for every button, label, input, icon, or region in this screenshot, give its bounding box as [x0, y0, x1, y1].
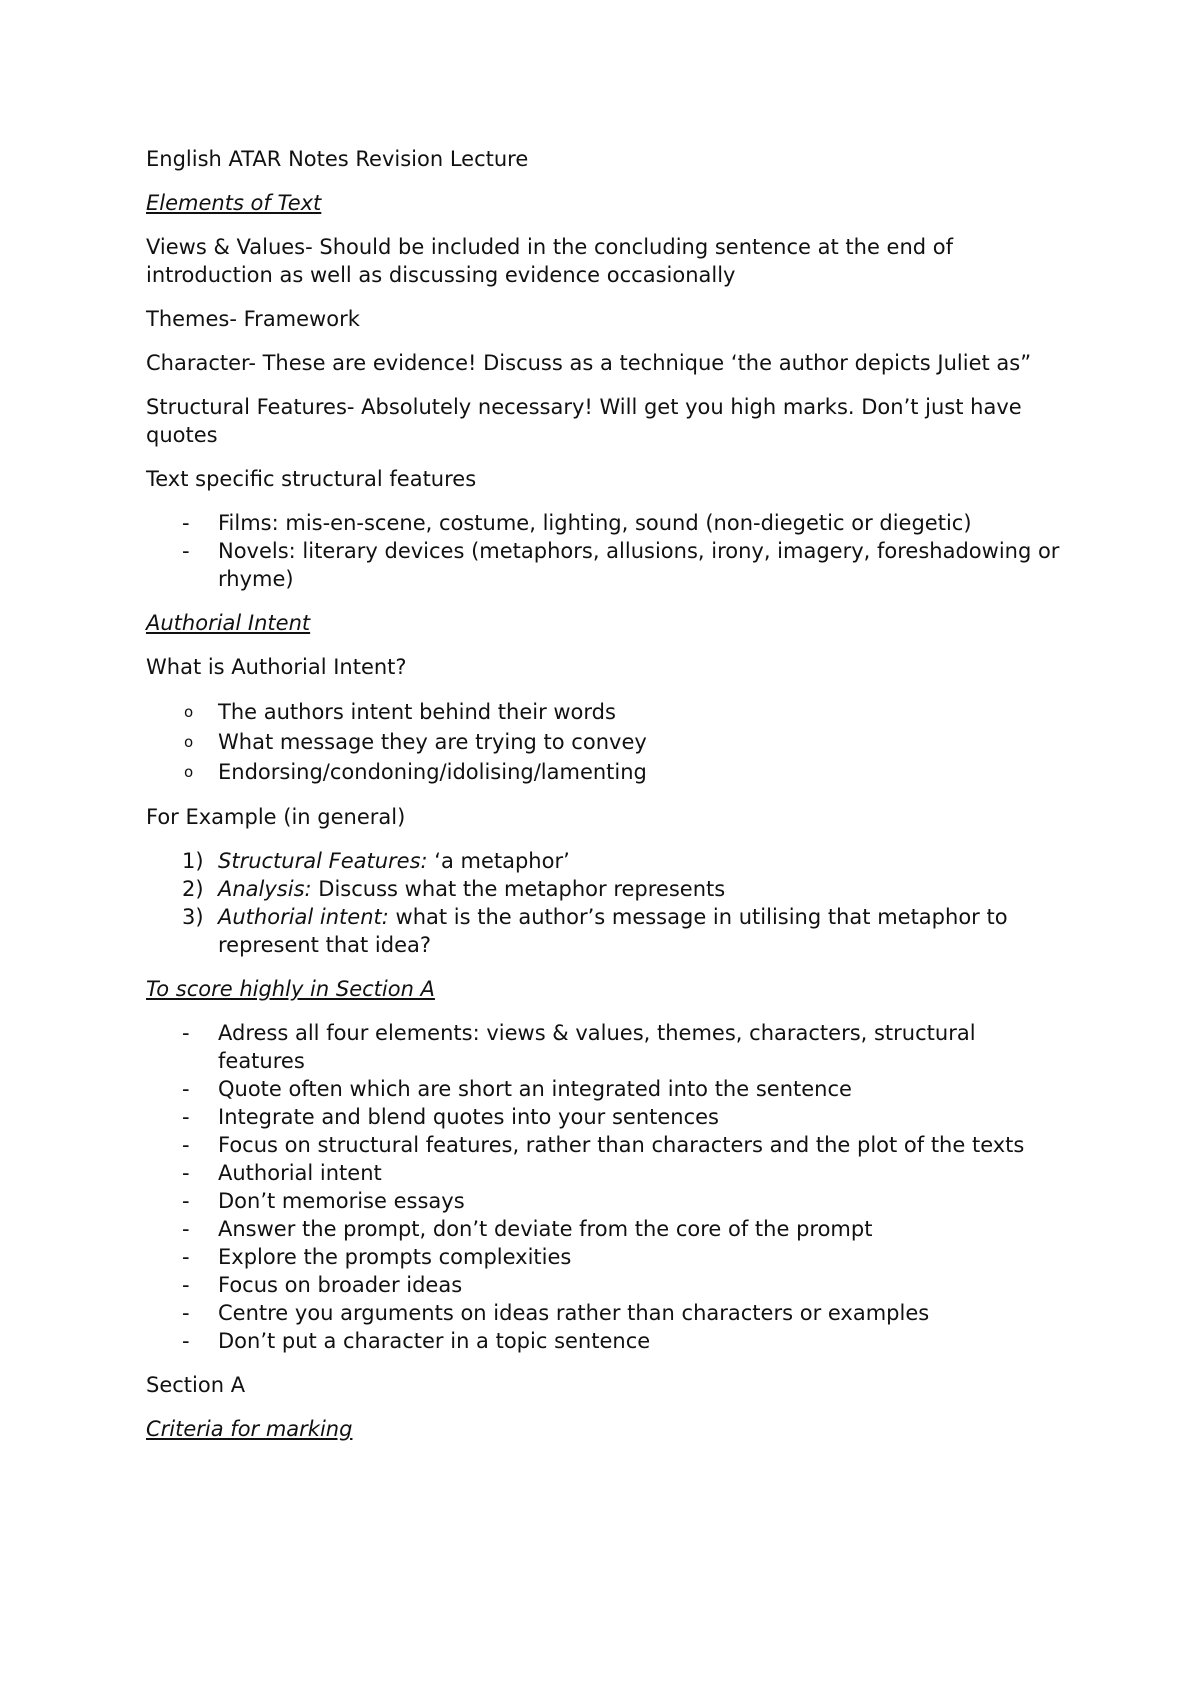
- dash-bullet: -: [182, 1217, 190, 1241]
- heading-criteria-for-marking: Criteria for marking: [146, 1417, 353, 1441]
- what-is-authorial-intent: What is Authorial Intent?: [146, 655, 407, 679]
- list-item: - Don’t put a character in a topic sentence: [146, 1327, 1066, 1355]
- authorial-intent-list: [146, 697, 1066, 787]
- dash-bullet: -: [182, 1245, 190, 1269]
- character-paragraph: Character- These are evidence! Discuss as a technique ‘the author depicts Juliet as”: [146, 351, 1032, 375]
- list-item: - Don’t memorise essays: [146, 1187, 1066, 1215]
- list-item: 2) Analysis: Discuss what the metaphor represents: [146, 875, 1066, 903]
- section-a-paragraph: Section A: [146, 1373, 246, 1397]
- list-item: 1) Structural Features: ‘a metaphor’: [146, 847, 1066, 875]
- list-item: - Focus on broader ideas: [146, 1271, 1066, 1299]
- list-item: - Authorial intent: [146, 1159, 1066, 1187]
- list-item: - Focus on structural features, rather than characters and the plot of the texts: [146, 1131, 1066, 1159]
- circle-bullet-icon: o: [184, 733, 194, 751]
- dash-bullet: -: [182, 1301, 190, 1325]
- list-item: - Films: mis-en-scene, costume, lighting, sound (non-diegetic or diegetic): [146, 509, 1066, 537]
- list-number: 3): [182, 905, 204, 929]
- list-item: - Integrate and blend quotes into your sentences: [146, 1103, 1066, 1131]
- dash-bullet: -: [182, 1077, 190, 1101]
- list-item: - Quote often which are short an integrated into the sentence: [146, 1075, 1066, 1103]
- for-example-paragraph: For Example (in general): [146, 805, 406, 829]
- list-item: - Centre you arguments on ideas rather than characters or examples: [146, 1299, 1066, 1327]
- dash-bullet: -: [182, 1105, 190, 1129]
- dash-bullet: -: [182, 1133, 190, 1157]
- circle-bullet-icon: o: [184, 703, 194, 721]
- list-number: 1): [182, 849, 204, 873]
- heading-authorial-intent: Authorial Intent: [146, 611, 311, 635]
- dash-bullet: -: [182, 511, 190, 535]
- dash-bullet: -: [182, 1161, 190, 1185]
- list-item: - Answer the prompt, don’t deviate from the core of the prompt: [146, 1215, 1066, 1243]
- heading-elements-of-text: Elements of Text: [146, 191, 322, 215]
- dash-bullet: -: [182, 1021, 190, 1045]
- dash-bullet: -: [182, 1189, 190, 1213]
- score-highly-list: [146, 1019, 1066, 1355]
- document-title: English ATAR Notes Revision Lecture: [146, 147, 529, 171]
- document-body: [146, 145, 1066, 1459]
- structural-features-paragraph: Structural Features- Absolutely necessary! Will get you high marks. Don’t just have quotes: [146, 395, 1022, 447]
- list-item: - Explore the prompts complexities: [146, 1243, 1066, 1271]
- list-number: 2): [182, 877, 204, 901]
- heading-score-highly: To score highly in Section A: [146, 977, 435, 1001]
- text-specific-paragraph: Text specific structural features: [146, 467, 477, 491]
- list-item: - Adress all four elements: views & values, themes, characters, structural features: [146, 1019, 1066, 1075]
- list-item: o The authors intent behind their words: [146, 697, 1066, 727]
- list-item: 3) Authorial intent: what is the author’s message in utilising that metaphor to represent that idea?: [146, 903, 1066, 959]
- circle-bullet-icon: o: [184, 763, 194, 781]
- list-item: - Novels: literary devices (metaphors, allusions, irony, imagery, foreshadowing or rhyme): [146, 537, 1066, 593]
- list-item: o What message they are trying to convey: [146, 727, 1066, 757]
- text-specific-list: [146, 509, 1066, 593]
- views-values-paragraph: Views & Values- Should be included in the concluding sentence at the end of introduction as well as discussing evidence occasionally: [146, 235, 954, 287]
- themes-paragraph: Themes- Framework: [146, 307, 360, 331]
- list-item: o Endorsing/condoning/idolising/lamenting: [146, 757, 1066, 787]
- dash-bullet: -: [182, 539, 190, 563]
- example-numbered-list: [146, 847, 1066, 959]
- dash-bullet: -: [182, 1273, 190, 1297]
- dash-bullet: -: [182, 1329, 190, 1353]
